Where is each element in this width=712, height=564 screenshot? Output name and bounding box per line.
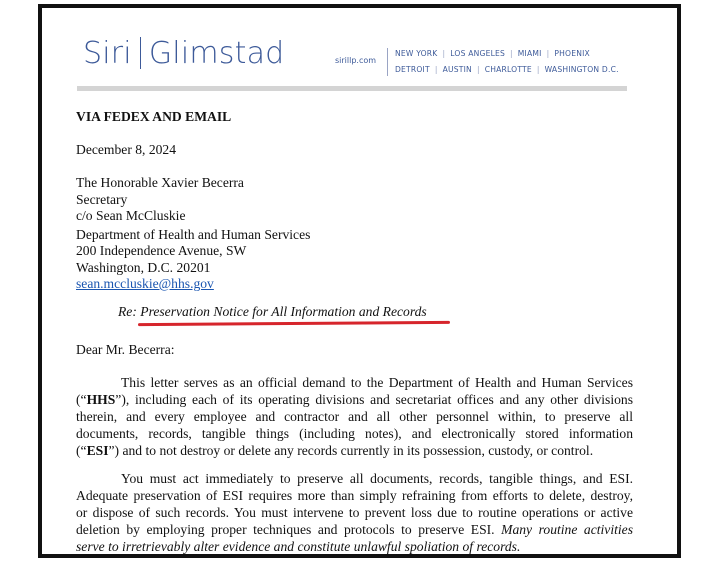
office-item: NEW YORK xyxy=(395,49,438,58)
paragraph-1 xyxy=(76,374,633,459)
paragraph-2 xyxy=(76,470,633,555)
office-item: WASHINGTON D.C. xyxy=(544,65,619,74)
subject-line: Re: Preservation Notice for All Information and Records xyxy=(118,304,427,319)
paragraph-line: therein, and every employee and contractor and all other personnel within, to preserve all xyxy=(76,409,633,424)
office-item: LOS ANGELES xyxy=(450,49,506,58)
paragraph-text: deletion by employing proper techniques and protocols to preserve ESI. xyxy=(76,522,495,537)
document-frame xyxy=(38,4,681,558)
paragraph-line: You must act immediately to preserve all documents, records, tangible things, and ESI. xyxy=(121,471,633,486)
office-row-1: NEW YORK | LOS ANGELES | MIAMI | PHOENIX xyxy=(395,49,590,58)
paragraph-line: or dispose of such records. You must intervene to prevent loss due to routine operations or active xyxy=(76,505,633,520)
office-item: DETROIT xyxy=(395,65,430,74)
recipient-name: The Honorable Xavier Becerra xyxy=(76,175,244,190)
office-row-2: DETROIT | AUSTIN | CHARLOTTE | WASHINGTON D.C. xyxy=(395,65,619,74)
paragraph-line: (“ESI”) and to not destroy or delete any records currently in its possession, custody, or control. xyxy=(76,443,594,458)
office-item: MIAMI xyxy=(517,49,542,58)
firm-logo xyxy=(83,36,284,71)
paragraph-line xyxy=(76,538,633,555)
delivery-method: VIA FEDEX AND EMAIL xyxy=(76,109,232,124)
recipient-street: 200 Independence Avenue, SW xyxy=(76,243,247,258)
recipient-city: Washington, D.C. 20201 xyxy=(76,260,211,275)
letter-date: December 8, 2024 xyxy=(76,142,177,157)
recipient-attention: c/o Sean McCluskie xyxy=(76,208,186,223)
paragraph-emphasis: Many routine activities xyxy=(501,522,633,537)
office-locations xyxy=(395,46,619,78)
subject-highlight-underline xyxy=(138,321,450,326)
office-item: CHARLOTTE xyxy=(484,65,532,74)
office-item: AUSTIN xyxy=(442,65,472,74)
firm-website: sirillp.com xyxy=(335,56,377,65)
paragraph-emphasis: serve to irretrievably alter evidence and constitute unlawful spoliation of records. xyxy=(76,539,521,554)
paragraph-line: This letter serves as an official demand to the Department of Health and Human Services xyxy=(121,375,633,390)
logo-divider xyxy=(140,37,141,69)
paragraph-line: documents, records, tangible things (including notes), and electronically stored information xyxy=(76,426,633,441)
salutation: Dear Mr. Becerra: xyxy=(76,342,175,357)
letterhead-divider xyxy=(387,48,388,76)
logo-second-word: Glimstad xyxy=(148,36,285,71)
letterhead-rule xyxy=(77,86,627,91)
paragraph-line xyxy=(76,521,633,538)
recipient-email-link[interactable]: sean.mccluskie@hhs.gov xyxy=(76,276,214,291)
office-item: PHOENIX xyxy=(554,49,590,58)
recipient-title: Secretary xyxy=(76,192,128,207)
paragraph-line: Adequate preservation of ESI requires more than simply refraining from efforts to delete, destroy, xyxy=(76,488,633,503)
paragraph-line: (“HHS”), including each of its operating divisions and secretariat offices and any other divisions xyxy=(76,392,633,407)
logo-first-word: Siri xyxy=(83,36,132,71)
recipient-department: Department of Health and Human Services xyxy=(76,227,311,242)
letter-page xyxy=(42,8,677,554)
